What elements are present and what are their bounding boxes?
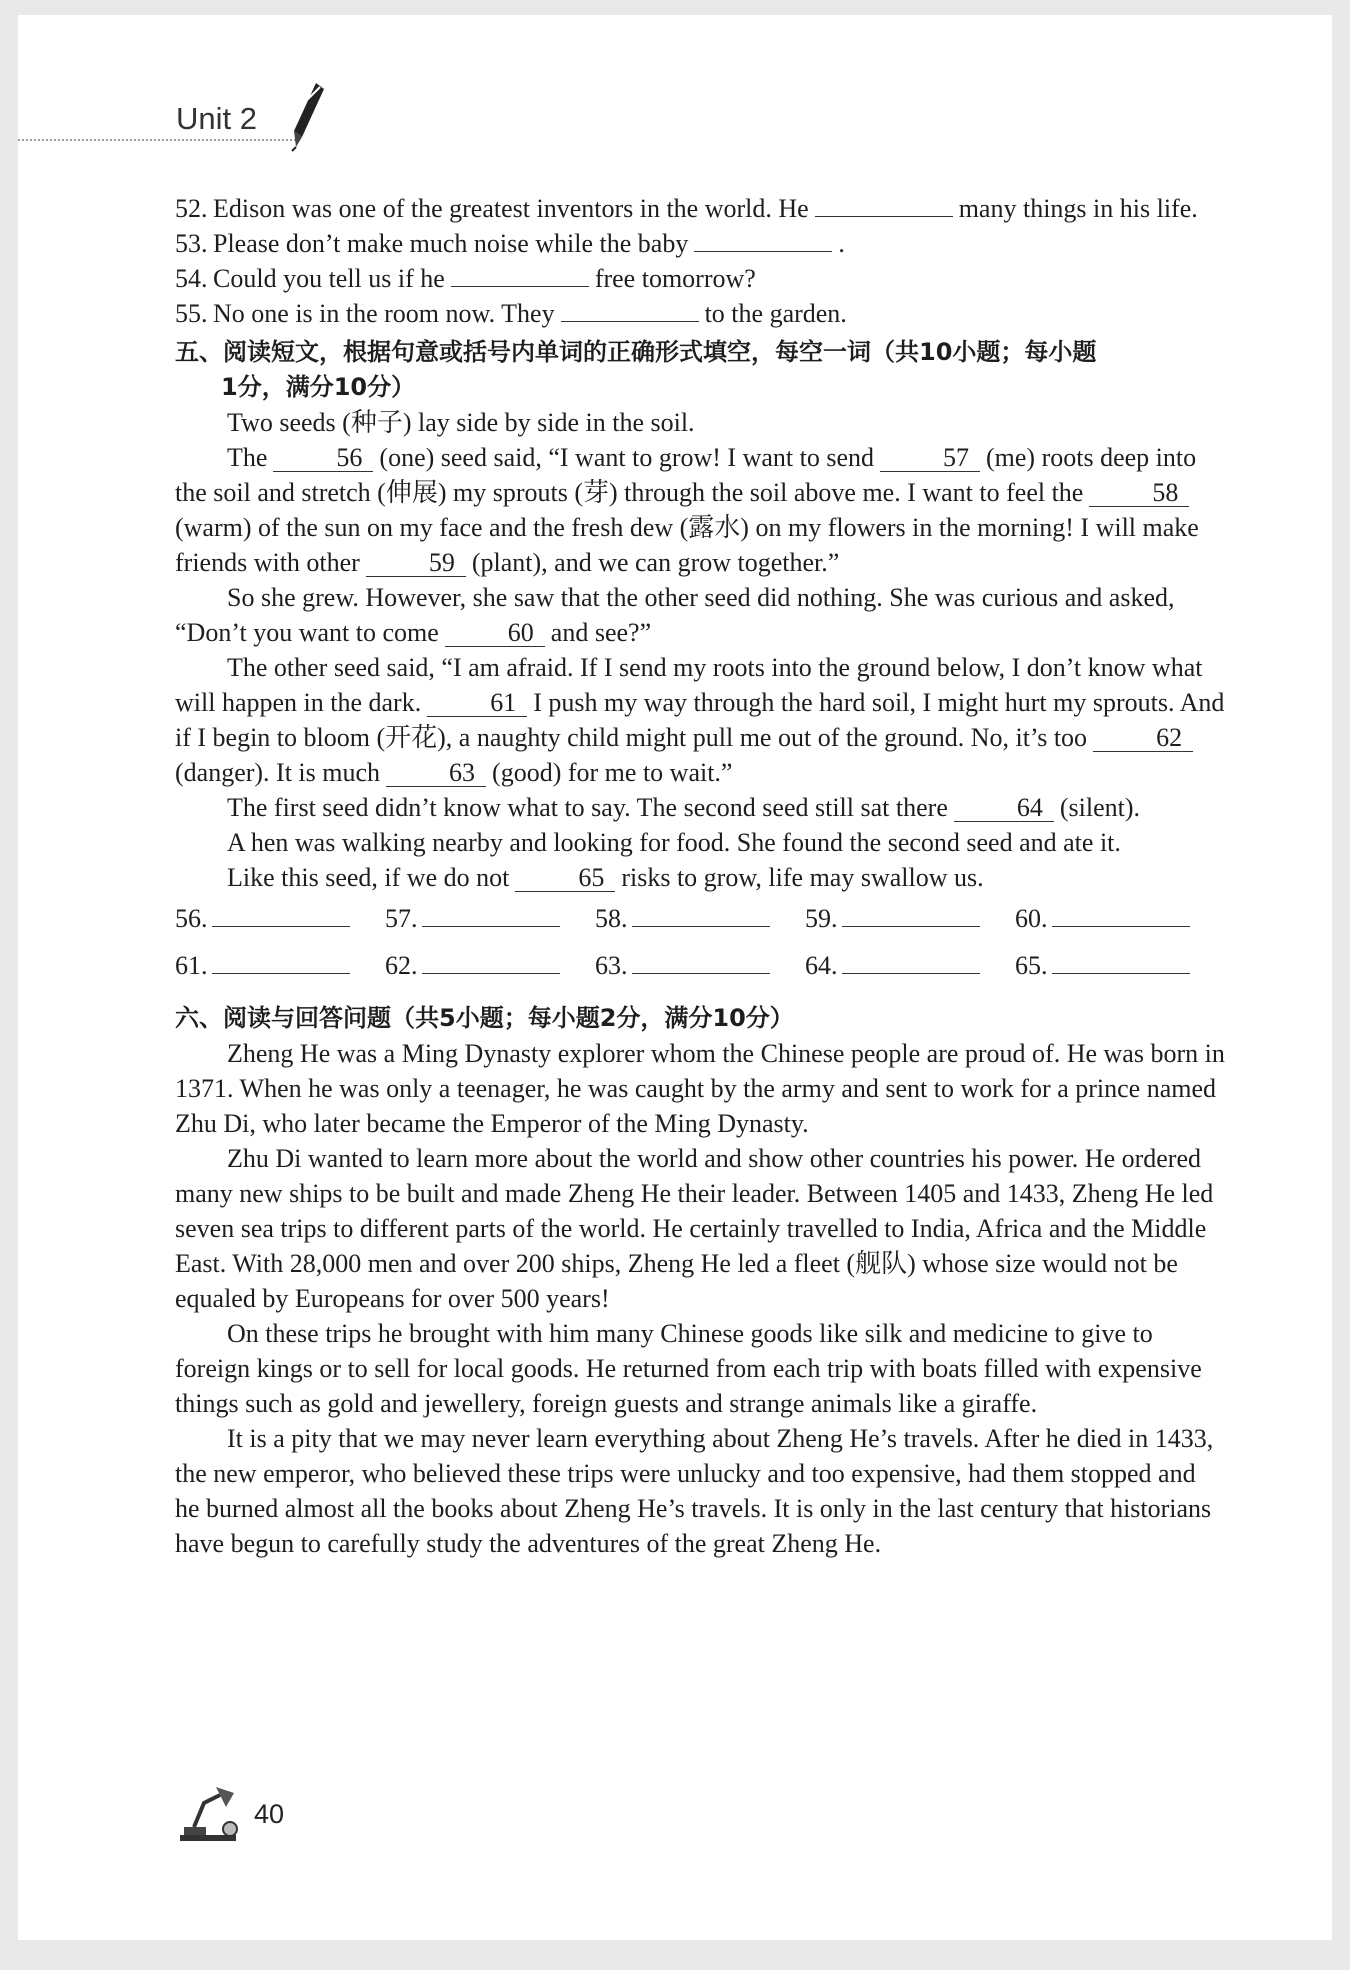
answer-line[interactable]: [632, 902, 770, 927]
answer-cell: [1015, 948, 1225, 983]
question-53: [175, 226, 1225, 261]
gap-62[interactable]: 62: [1093, 725, 1193, 752]
text: The: [227, 443, 268, 472]
answer-number: 63.: [595, 951, 628, 980]
answer-line[interactable]: [422, 902, 560, 927]
pen-icon: [286, 81, 328, 153]
gap-61[interactable]: 61: [427, 690, 527, 717]
passage-paragraph: Zhu Di wanted to learn more about the world and show other countries his power. He ordered many new ships to be built and made Zheng He their leader. Between 1405 and 1433, Zheng He led seven sea trips to different parts of the world. He certainly travelled to India, Africa and the Middle East. With 28,000 men and over 200 ships, Zheng He led a fleet (舰队) whose size would not be equaled by Europeans for over 500 years!: [175, 1144, 1214, 1313]
question-number: 55.: [175, 299, 208, 328]
text: risks to grow, life may swallow us.: [621, 863, 984, 892]
passage-paragraph: [175, 580, 1225, 650]
text: (me) roots deep into the soil and stretch (伸展) my sprouts (芽) through the soil above me. I want to feel the: [175, 443, 1197, 507]
question-52: [175, 191, 1225, 226]
part4-items: [175, 191, 1225, 331]
answer-cell: [385, 901, 595, 936]
text: The other seed said, “I am afraid. If I send my roots into the ground below, I don’t know what will happen in the dark.: [175, 653, 1203, 717]
passage-paragraph: [175, 440, 1225, 580]
section6: [175, 1001, 1225, 1561]
text: Like this seed, if we do not: [227, 863, 510, 892]
answer-blank[interactable]: [561, 321, 699, 322]
answer-blank[interactable]: [815, 216, 953, 217]
gap-56[interactable]: 56: [273, 445, 373, 472]
answer-line[interactable]: [422, 949, 560, 974]
text: (warm) of the sun on my face and the fresh dew (露水) on my flowers in the morning! I will make friends with other: [175, 513, 1199, 577]
gap-60[interactable]: 60: [445, 620, 545, 647]
answer-line[interactable]: [842, 949, 980, 974]
answer-number: 60.: [1015, 904, 1048, 933]
section-title-cont: 1分，满分10分）: [221, 373, 416, 401]
answer-line[interactable]: [842, 902, 980, 927]
passage-paragraph: Zheng He was a Ming Dynasty explorer whom the Chinese people are proud of. He was born in 1371. When he was only a teenager, he was caught by the army and sent to work for a prince named Zhu Di, who later became the Emperor of the Ming Dynasty.: [175, 1039, 1225, 1138]
answer-line[interactable]: [1052, 902, 1190, 927]
text: I push my way through the hard soil, I might hurt my sprouts. And if I begin to bloom (开花), a naughty child might pull me out of the ground. No, it’s too: [175, 688, 1225, 752]
unit-header: [18, 85, 658, 145]
answer-cell: [175, 901, 385, 936]
answer-cell: [1015, 901, 1225, 936]
page-content: [175, 191, 1225, 1561]
answer-line[interactable]: [632, 949, 770, 974]
answer-number: 58.: [595, 904, 628, 933]
section6-heading: 六、阅读与回答问题（共5小题；每小题2分，满分10分）: [175, 1004, 794, 1032]
question-text: .: [838, 229, 845, 258]
answer-cell: [805, 948, 1015, 983]
answer-blank[interactable]: [451, 286, 589, 287]
question-number: 52.: [175, 194, 208, 223]
answer-blank[interactable]: [694, 251, 832, 252]
gap-65[interactable]: 65: [515, 865, 615, 892]
answer-number: 57.: [385, 904, 418, 933]
section5-heading: [175, 335, 1225, 405]
text: (one) seed said, “I want to grow! I want to send: [379, 443, 874, 472]
question-text: to the garden.: [704, 299, 847, 328]
answer-number: 65.: [1015, 951, 1048, 980]
passage-paragraph: On these trips he brought with him many Chinese goods like silk and medicine to give to foreign kings or to sell for local goods. He returned from each trip with boats filled with expensive things such as gold and jewellery, foreign guests and strange animals like a giraffe.: [175, 1319, 1202, 1418]
answer-cell: [595, 901, 805, 936]
header-rule: [18, 139, 300, 141]
desk-lamp-icon: [176, 1783, 248, 1843]
question-number: 54.: [175, 264, 208, 293]
page-number: 40: [254, 1799, 285, 1829]
question-text: Could you tell us if he: [213, 264, 445, 293]
text: The first seed didn’t know what to say. The second seed still sat there: [227, 793, 948, 822]
question-text: free tomorrow?: [594, 264, 756, 293]
answer-cell: [175, 948, 385, 983]
question-number: 53.: [175, 229, 208, 258]
passage-paragraph: [175, 650, 1225, 790]
question-text: many things in his life.: [958, 194, 1198, 223]
answer-cell: [595, 948, 805, 983]
text: (danger). It is much: [175, 758, 381, 787]
question-54: [175, 261, 1225, 296]
text: (plant), and we can grow together.”: [471, 548, 840, 577]
question-text: Edison was one of the greatest inventors in the world. He: [213, 194, 809, 223]
passage-paragraph: [175, 860, 1225, 895]
passage-paragraph: [175, 790, 1225, 825]
section-title: 五、阅读短文，根据句意或括号内单词的正确形式填空，每空一词（共10小题；每小题: [175, 338, 1097, 366]
answer-number: 59.: [805, 904, 838, 933]
unit-title: Unit 2: [176, 101, 257, 136]
gap-64[interactable]: 64: [954, 795, 1054, 822]
passage-paragraph: Two seeds (种子) lay side by side in the soil.: [227, 408, 695, 437]
text: (silent).: [1059, 793, 1141, 822]
section5-passage: [175, 405, 1225, 895]
answer-cell: [805, 901, 1015, 936]
answer-grid: [175, 901, 1225, 983]
answer-cell: [385, 948, 595, 983]
passage-paragraph: It is a pity that we may never learn everything about Zheng He’s travels. After he died in 1433, the new emperor, who believed these trips were unlucky and too expensive, had them stopped and he burned almost all the books about Zheng He’s travels. It is only in the last century that historians have begun to carefully study the adventures of the great Zheng He.: [175, 1424, 1214, 1558]
gap-59[interactable]: 59: [366, 550, 466, 577]
text: So she grew. However, she saw that the other seed did nothing. She was curious and asked, “Don’t you want to come: [175, 583, 1175, 647]
gap-58[interactable]: 58: [1089, 480, 1189, 507]
answer-number: 61.: [175, 951, 208, 980]
answer-line[interactable]: [212, 902, 350, 927]
answer-number: 64.: [805, 951, 838, 980]
answer-line[interactable]: [1052, 949, 1190, 974]
question-text: Please don’t make much noise while the baby: [213, 229, 689, 258]
question-text: No one is in the room now. They: [213, 299, 555, 328]
text: (good) for me to wait.”: [492, 758, 733, 787]
gap-63[interactable]: 63: [386, 760, 486, 787]
gap-57[interactable]: 57: [880, 445, 980, 472]
answer-number: 56.: [175, 904, 208, 933]
text: and see?”: [550, 618, 652, 647]
workbook-page: [18, 15, 1332, 1940]
passage-paragraph: A hen was walking nearby and looking for food. She found the second seed and ate it.: [227, 828, 1121, 857]
answer-number: 62.: [385, 951, 418, 980]
question-55: [175, 296, 1225, 331]
page-footer: [176, 1783, 316, 1843]
answer-line[interactable]: [212, 949, 350, 974]
